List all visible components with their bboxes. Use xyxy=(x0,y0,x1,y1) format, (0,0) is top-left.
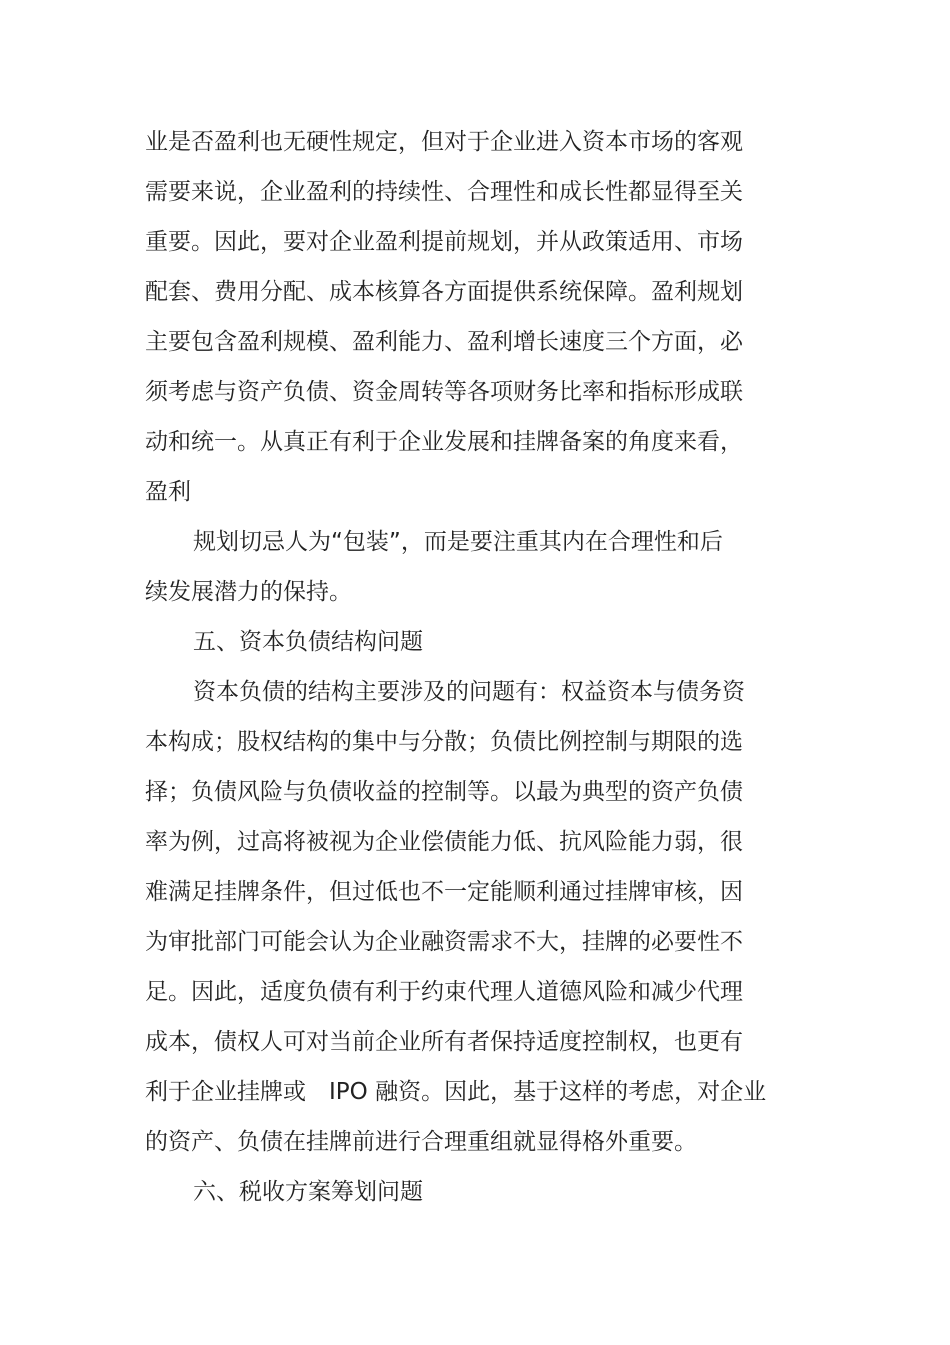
text-line: 的资产、负债在挂牌前进行合理重组就显得格外重要。 xyxy=(145,1129,697,1155)
text-line: 利于企业挂牌或 IPO 融资。因此，基于这样的考虑，对企业 xyxy=(145,1079,767,1105)
text-line: 需要来说，企业盈利的持续性、合理性和成长性都显得至关 xyxy=(145,179,743,205)
text-line: 规划切忌人为“包装”，而是要注重其内在合理性和后 xyxy=(193,529,723,555)
text-line: 择；负债风险与负债收益的控制等。以最为典型的资产负债 xyxy=(145,779,743,805)
text-line: 资本负债的结构主要涉及的问题有：权益资本与债务资 xyxy=(193,679,745,705)
text-line: 须考虑与资产负债、资金周转等各项财务比率和指标形成联 xyxy=(145,379,743,405)
text-line: 盈利 xyxy=(145,479,191,505)
text-line: 足。因此，适度负债有利于约束代理人道德风险和减少代理 xyxy=(145,979,743,1005)
text-line: 率为例，过高将被视为企业偿债能力低、抗风险能力弱，很 xyxy=(145,829,743,855)
text-line: 成本，债权人可对当前企业所有者保持适度控制权，也更有 xyxy=(145,1029,743,1055)
text-line: 本构成；股权结构的集中与分散；负债比例控制与期限的选 xyxy=(145,729,743,755)
text-line: 重要。因此，要对企业盈利提前规划，并从政策适用、市场 xyxy=(145,229,743,255)
section-heading-5: 五、资本负债结构问题 xyxy=(193,629,423,655)
text-line: 续发展潜力的保持。 xyxy=(145,579,352,605)
text-line: 业是否盈利也无硬性规定，但对于企业进入资本市场的客观 xyxy=(145,129,743,155)
text-line: 配套、费用分配、成本核算各方面提供系统保障。盈利规划 xyxy=(145,279,743,305)
section-heading-6: 六、税收方案筹划问题 xyxy=(193,1179,423,1205)
text-line: 动和统一。从真正有利于企业发展和挂牌备案的角度来看， xyxy=(145,429,743,455)
text-line: 为审批部门可能会认为企业融资需求不大，挂牌的必要性不 xyxy=(145,929,743,955)
text-line: 难满足挂牌条件，但过低也不一定能顺利通过挂牌审核，因 xyxy=(145,879,743,905)
text-line: 主要包含盈利规模、盈利能力、盈利增长速度三个方面，必 xyxy=(145,329,743,355)
